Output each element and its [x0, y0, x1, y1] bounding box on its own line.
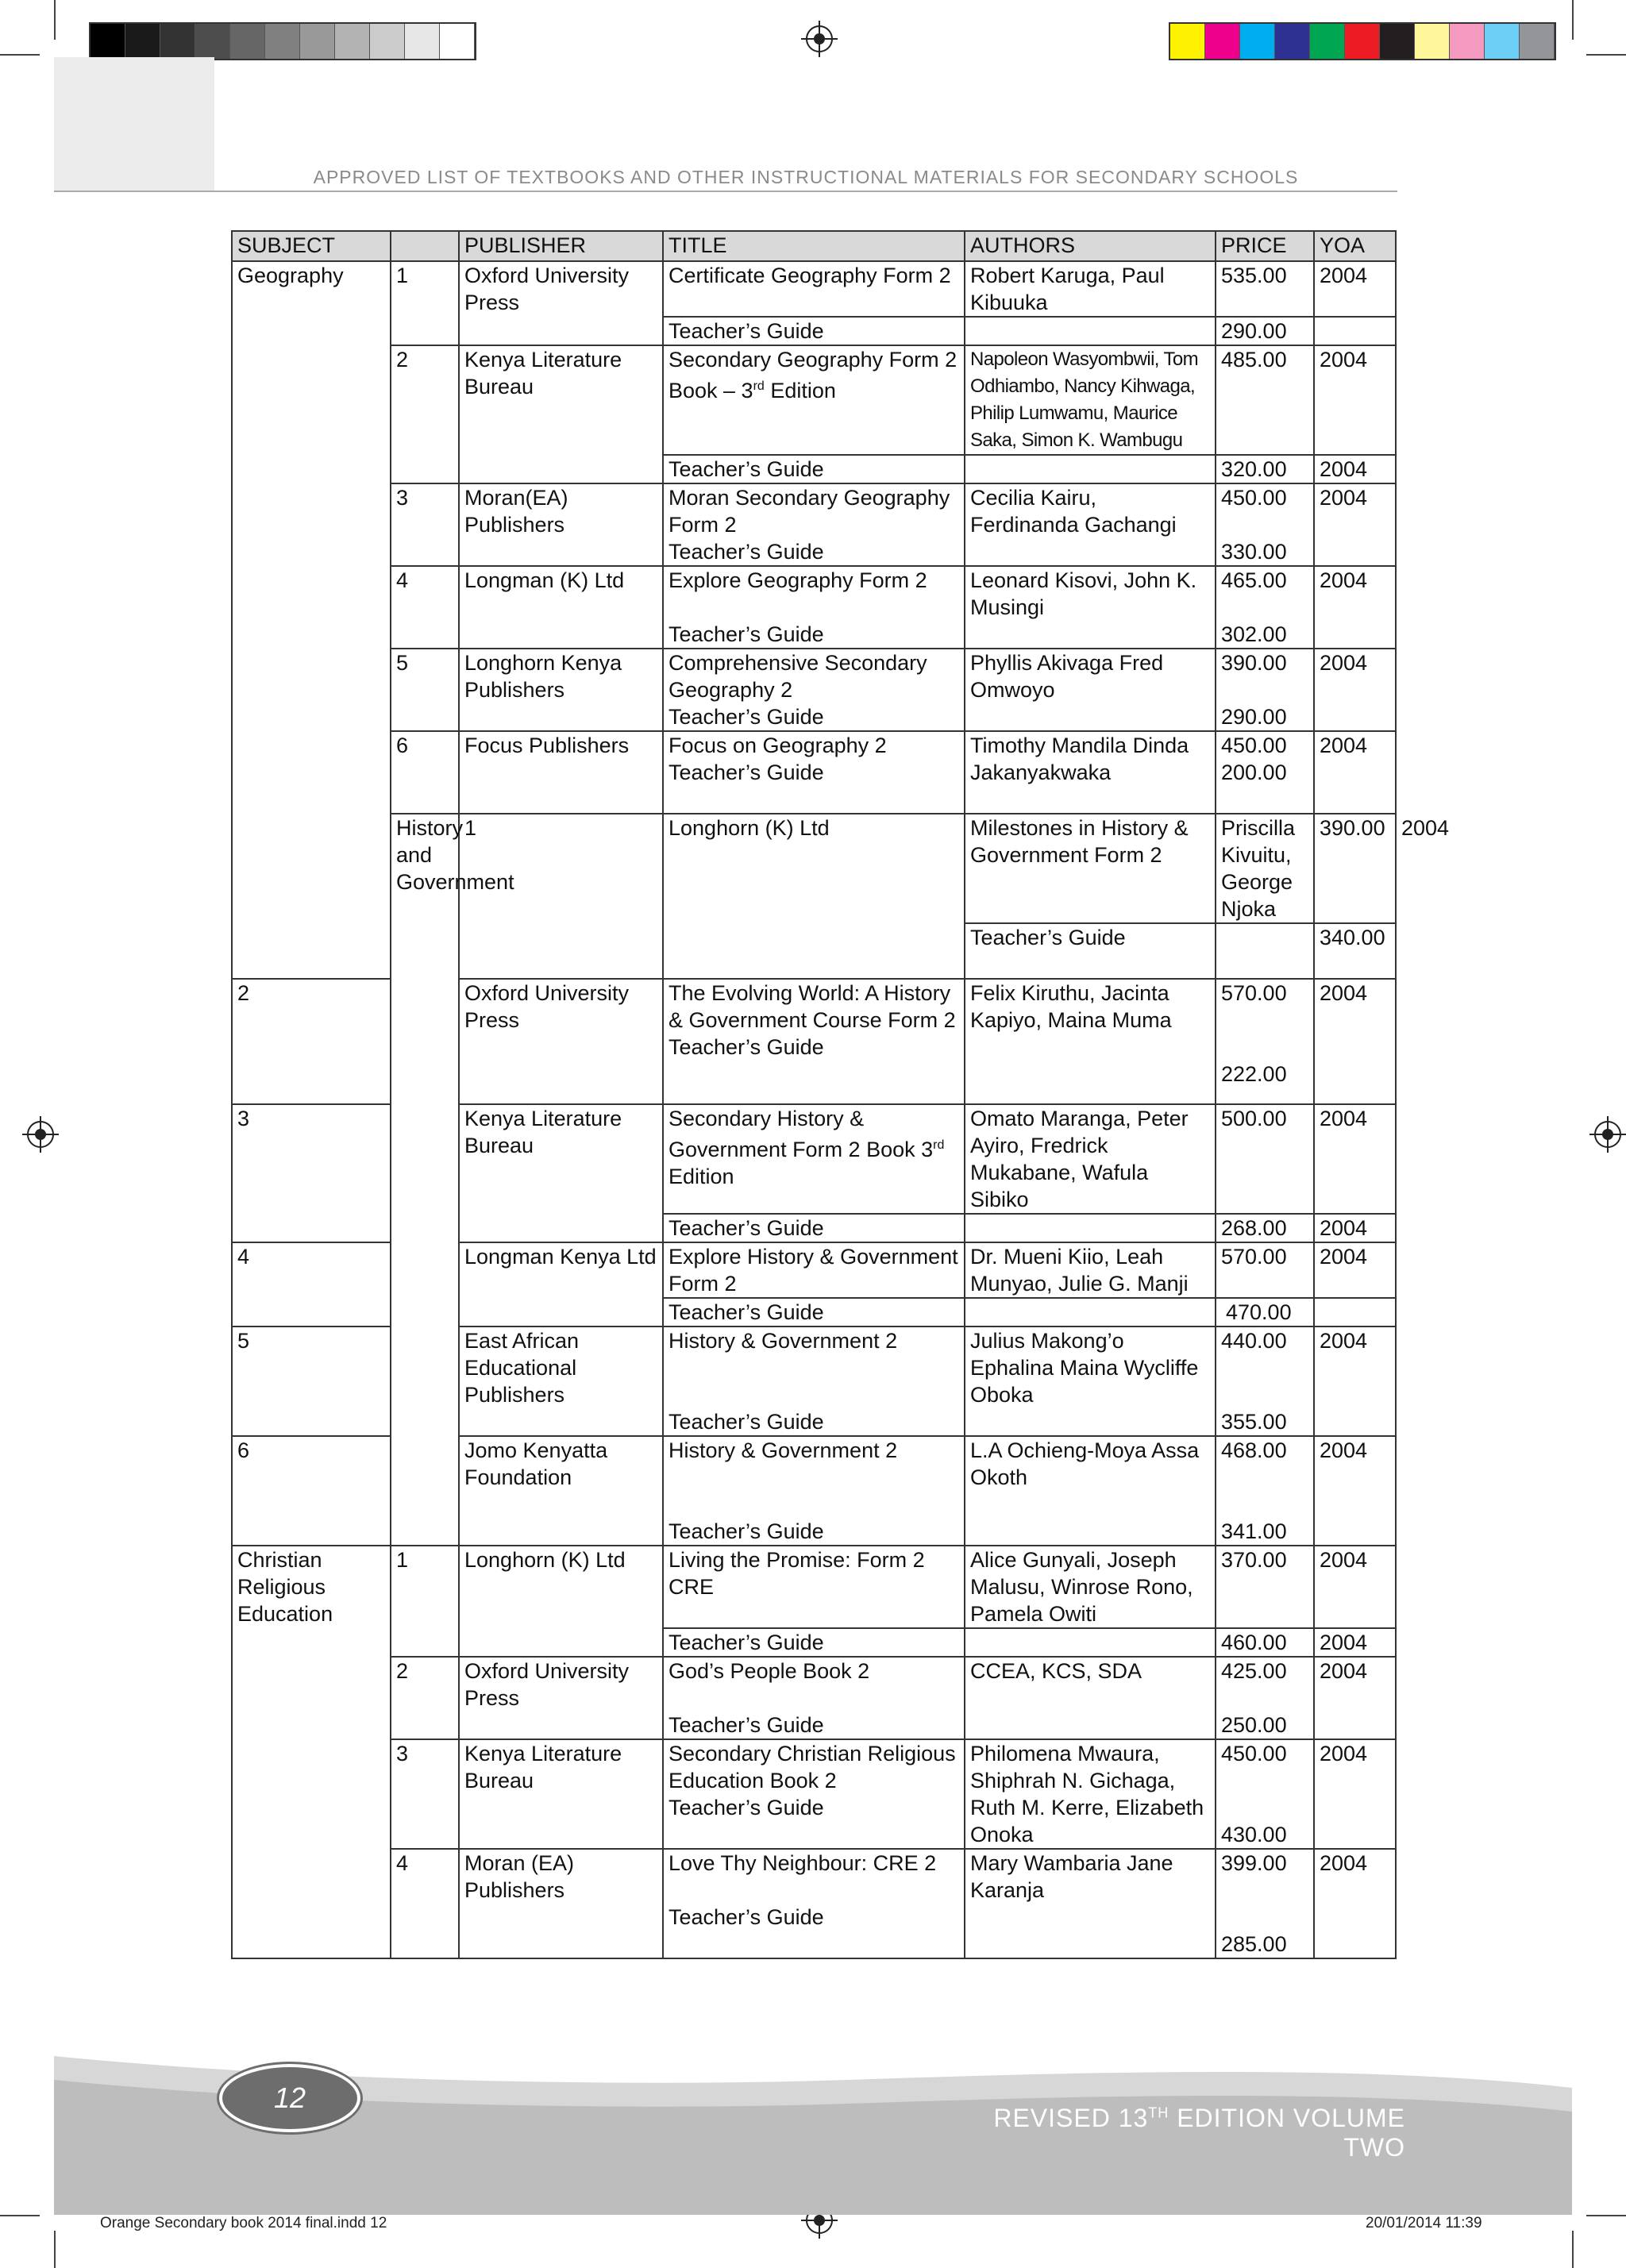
- table-row: History and Government 1 Longhorn (K) Ltd Milestones in History & Government Form 2 Priscilla Kivuitu, George Njoka 390.00 2004: [232, 814, 1396, 923]
- color-calibration-bar: [1169, 22, 1556, 60]
- yoa-cell: [1314, 317, 1396, 345]
- guide-price: 285.00: [1221, 1932, 1287, 1956]
- title-text: History & Government 2: [669, 1329, 898, 1353]
- price-cell: 390.00: [1314, 814, 1396, 923]
- authors-cell: Cecilia Kairu, Ferdinanda Gachangi: [965, 483, 1216, 566]
- calibration-swatch: [1275, 24, 1310, 59]
- guide-price: 222.00: [1221, 1062, 1287, 1086]
- entry-number: 3: [391, 483, 459, 566]
- title-cell: Teacher’s Guide: [663, 1628, 965, 1657]
- title-cell: Teacher’s Guide: [965, 923, 1216, 979]
- calibration-swatch: [230, 24, 265, 59]
- title-cell: [663, 483, 965, 566]
- crop-mark: [54, 0, 56, 40]
- calibration-swatch: [1240, 24, 1275, 59]
- title-cell: Milestones in History & Government Form 2: [965, 814, 1216, 923]
- price-cell: 290.00: [1216, 317, 1314, 345]
- entry-number: 1: [391, 1546, 459, 1657]
- yoa-cell: 2004: [1314, 345, 1396, 455]
- yoa-cell: 2004: [1314, 1104, 1396, 1214]
- yoa-cell: 2004: [1314, 1214, 1396, 1242]
- entry-number: 2: [391, 345, 459, 483]
- guide-title: Teacher’s Guide: [669, 1713, 824, 1737]
- edition-label: [953, 2104, 1405, 2162]
- title-cell: Living the Promise: Form 2 CRE: [663, 1546, 965, 1628]
- title-text: God’s People Book 2: [669, 1659, 870, 1683]
- guide-title: Teacher’s Guide: [669, 622, 824, 646]
- title-cell: Teacher’s Guide: [663, 455, 965, 483]
- calibration-swatch: [405, 24, 440, 59]
- textbook-table: [231, 230, 1450, 1959]
- price-text: 570.00: [1221, 981, 1287, 1005]
- guide-price: 290.00: [1221, 705, 1287, 729]
- guide-price: 302.00: [1221, 622, 1287, 646]
- registration-mark-icon: [806, 25, 833, 52]
- publisher-cell: Kenya Literature Bureau: [459, 1739, 663, 1849]
- guide-title: Teacher’s Guide: [669, 1796, 824, 1819]
- price-cell: [1216, 649, 1314, 731]
- price-text: 450.00: [1221, 486, 1287, 510]
- yoa-cell: 2004: [1314, 455, 1396, 483]
- edition-text: REVISED 13: [993, 2104, 1149, 2132]
- calibration-swatch: [440, 24, 475, 59]
- authors-cell: [965, 1628, 1216, 1657]
- entry-number: 6: [391, 731, 459, 814]
- price-cell: [1216, 1436, 1314, 1546]
- authors-cell: Mary Wambaria Jane Karanja: [965, 1849, 1216, 1958]
- publisher-cell: Kenya Literature Bureau: [459, 1104, 663, 1242]
- price-text: 425.00: [1221, 1659, 1287, 1683]
- authors-cell: [965, 455, 1216, 483]
- authors-cell: Napoleon Wasyombwii, Tom Odhiambo, Nancy Kihwaga, Philip Lumwamu, Maurice Saka, Simon K. Wambugu: [965, 345, 1216, 455]
- guide-title: Teacher’s Guide: [669, 1410, 824, 1434]
- guide-title: Teacher’s Guide: [669, 760, 824, 784]
- authors-cell: Omato Maranga, Peter Ayiro, Fredrick Mukabane, Wafula Sibiko: [965, 1104, 1216, 1214]
- price-cell: [1216, 731, 1314, 814]
- title-cell: [663, 1436, 965, 1546]
- table-row: [232, 1849, 1396, 1958]
- calibration-swatch: [195, 24, 230, 59]
- entry-number: 4: [232, 1242, 391, 1327]
- yoa-cell: 2004: [1314, 979, 1396, 1104]
- price-cell: [1216, 566, 1314, 649]
- subject-cell: Geography: [232, 261, 391, 979]
- authors-cell: [1216, 923, 1314, 979]
- calibration-swatch: [91, 24, 125, 59]
- entry-number: 2: [232, 979, 391, 1104]
- authors-cell: Phyllis Akivaga Fred Omwoyo: [965, 649, 1216, 731]
- title-cell: [663, 979, 965, 1104]
- authors-cell: [965, 317, 1216, 345]
- calibration-swatch: [370, 24, 405, 59]
- guide-price: 430.00: [1221, 1823, 1287, 1846]
- table-row: [232, 1739, 1396, 1849]
- price-text: 390.00: [1221, 651, 1287, 675]
- calibration-swatch: [1450, 24, 1485, 59]
- crop-mark: [54, 2231, 56, 2268]
- calibration-swatch: [1345, 24, 1380, 59]
- page-number-badge: 12: [219, 2064, 360, 2132]
- price-cell: 460.00: [1216, 1628, 1314, 1657]
- title-cell: Teacher’s Guide: [663, 317, 965, 345]
- calibration-swatch: [1170, 24, 1205, 59]
- authors-cell: Philomena Mwaura, Shiphrah N. Gichaga, Ruth M. Kerre, Elizabeth Onoka: [965, 1739, 1216, 1849]
- yoa-cell: [1314, 1298, 1396, 1327]
- slug-filename: Orange Secondary book 2014 final.indd 12: [100, 2215, 387, 2231]
- calibration-swatch: [1310, 24, 1345, 59]
- crop-mark: [1586, 2215, 1626, 2216]
- title-cell: [663, 1104, 965, 1214]
- yoa-cell: 2004: [1314, 649, 1396, 731]
- publisher-cell: Oxford University Press: [459, 979, 663, 1104]
- price-cell: 485.00: [1216, 345, 1314, 455]
- entry-number: 1: [391, 261, 459, 345]
- entry-number: 6: [232, 1436, 391, 1546]
- calibration-swatch: [1205, 24, 1240, 59]
- running-header: APPROVED LIST OF TEXTBOOKS AND OTHER INSTRUCTIONAL MATERIALS FOR SECONDARY SCHOOLS: [313, 167, 1299, 187]
- crop-mark: [0, 54, 40, 56]
- publisher-cell: Jomo Kenyatta Foundation: [459, 1436, 663, 1546]
- crop-mark: [1572, 2231, 1574, 2268]
- crop-mark: [0, 2215, 40, 2216]
- publisher-cell: Kenya Literature Bureau: [459, 345, 663, 483]
- yoa-cell: 2004: [1314, 261, 1396, 317]
- publisher-cell: East African Educational Publishers: [459, 1327, 663, 1436]
- title-text: Moran Secondary Geography Form 2: [669, 486, 950, 537]
- guide-price: 330.00: [1221, 540, 1287, 564]
- authors-cell: [965, 1214, 1216, 1242]
- price-cell: 535.00: [1216, 261, 1314, 317]
- publisher-cell: Longman Kenya Ltd: [459, 1242, 663, 1327]
- title-text: The Evolving World: A History & Government Course Form 2: [669, 981, 956, 1032]
- price-cell: 470.00: [1216, 1298, 1314, 1327]
- authors-cell: Dr. Mueni Kiio, Leah Munyao, Julie G. Manji: [965, 1242, 1216, 1298]
- price-cell: [1216, 1739, 1314, 1849]
- edition-text: EDITION VOLUME TWO: [1169, 2104, 1405, 2162]
- entry-number: 3: [391, 1739, 459, 1849]
- title-text: Comprehensive Secondary Geography 2: [669, 651, 927, 702]
- ordinal-suffix: rd: [753, 379, 765, 393]
- price-cell: [1216, 1327, 1314, 1436]
- price-text: 468.00: [1221, 1438, 1287, 1462]
- yoa-cell: 2004: [1314, 1657, 1396, 1739]
- grey-calibration-bar: [89, 22, 476, 60]
- guide-price: 341.00: [1221, 1519, 1287, 1543]
- publisher-cell: Focus Publishers: [459, 731, 663, 814]
- subject-cell: Christian Religious Education: [232, 1546, 391, 1958]
- price-cell: [1216, 979, 1314, 1104]
- publisher-cell: Longman (K) Ltd: [459, 566, 663, 649]
- title-cell: [663, 566, 965, 649]
- price-cell: 500.00: [1216, 1104, 1314, 1214]
- entry-number: 4: [391, 1849, 459, 1958]
- price-cell: 268.00: [1216, 1214, 1314, 1242]
- title-cell: Teacher’s Guide: [663, 1298, 965, 1327]
- title-text: Explore Geography Form 2: [669, 568, 927, 592]
- entry-number: 4: [391, 566, 459, 649]
- authors-cell: CCEA, KCS, SDA: [965, 1657, 1216, 1739]
- authors-cell: Julius Makong’o Ephalina Maina Wycliffe Oboka: [965, 1327, 1216, 1436]
- guide-price: 355.00: [1221, 1410, 1287, 1434]
- calibration-swatch: [1520, 24, 1555, 59]
- publisher-cell: Oxford University Press: [459, 261, 663, 345]
- yoa-cell: 2004: [1314, 1242, 1396, 1298]
- price-cell: [1216, 1849, 1314, 1958]
- title-text: Focus on Geography 2: [669, 734, 887, 757]
- yoa-cell: 2004: [1314, 1436, 1396, 1546]
- guide-title: Teacher’s Guide: [669, 1035, 824, 1059]
- yoa-cell: 2004: [1314, 1628, 1396, 1657]
- price-text: 450.00: [1221, 1742, 1287, 1765]
- entry-number: 2: [391, 1657, 459, 1739]
- title-cell: Teacher’s Guide: [663, 1214, 965, 1242]
- page-corner-tab: [54, 57, 214, 191]
- publisher-cell: Longhorn (K) Ltd: [459, 1546, 663, 1657]
- calibration-swatch: [335, 24, 370, 59]
- table-header-row: [232, 231, 1396, 261]
- yoa-cell: 2004: [1314, 1546, 1396, 1628]
- title-text: Secondary Geography Form 2 Book – 3: [669, 348, 957, 402]
- price-text: 465.00: [1221, 568, 1287, 592]
- entry-number: 3: [232, 1104, 391, 1242]
- title-cell: [663, 1849, 965, 1958]
- title-cell: [663, 1657, 965, 1739]
- title-cell: [663, 731, 965, 814]
- subject-cell: History and Government: [391, 814, 459, 1546]
- price-cell: [1216, 1657, 1314, 1739]
- crop-mark: [1572, 0, 1574, 40]
- table-row: [232, 1657, 1396, 1739]
- title-cell: [663, 345, 965, 455]
- table-row: [232, 1546, 1396, 1628]
- yoa-cell: 2004: [1314, 1327, 1396, 1436]
- entry-number: 5: [391, 649, 459, 731]
- title-cell: Explore History & Government Form 2: [663, 1242, 965, 1298]
- column-header-subject: SUBJECT: [232, 231, 391, 261]
- price-cell: [1216, 483, 1314, 566]
- price-cell: 370.00: [1216, 1546, 1314, 1628]
- yoa-cell: 2004: [1314, 566, 1396, 649]
- table-row: [232, 261, 1396, 317]
- authors-cell: Timothy Mandila Dinda Jakanyakwaka: [965, 731, 1216, 814]
- title-cell: Certificate Geography Form 2: [663, 261, 965, 317]
- title-text: Secondary Christian Religious Education Book 2: [669, 1742, 956, 1792]
- authors-cell: L.A Ochieng-Moya Assa Okoth: [965, 1436, 1216, 1546]
- authors-cell: Robert Karuga, Paul Kibuuka: [965, 261, 1216, 317]
- yoa-cell: 2004: [1314, 1739, 1396, 1849]
- table-row: [232, 731, 1396, 814]
- guide-title: Teacher’s Guide: [669, 1905, 824, 1929]
- table-row: [232, 483, 1396, 566]
- authors-cell: Priscilla Kivuitu, George Njoka: [1216, 814, 1314, 923]
- publisher-cell: Moran(EA) Publishers: [459, 483, 663, 566]
- title-text: History & Government 2: [669, 1438, 898, 1462]
- column-header-title: TITLE: [663, 231, 965, 261]
- table-row: [232, 566, 1396, 649]
- price-cell: 320.00: [1216, 455, 1314, 483]
- title-text: Secondary History & Government Form 2 Book 3: [669, 1107, 934, 1161]
- yoa-cell: 2004: [1314, 731, 1396, 814]
- publisher-cell: Longhorn Kenya Publishers: [459, 649, 663, 731]
- title-text: Edition: [764, 379, 836, 402]
- registration-mark-icon: [27, 1121, 54, 1148]
- calibration-swatch: [125, 24, 160, 59]
- authors-cell: [965, 1298, 1216, 1327]
- ordinal-suffix: rd: [933, 1138, 945, 1152]
- table-row: [232, 345, 1396, 455]
- yoa-cell: 2004: [1314, 1849, 1396, 1958]
- entry-number: 1: [459, 814, 663, 979]
- price-cell: 340.00: [1314, 923, 1396, 979]
- calibration-swatch: [265, 24, 300, 59]
- price-text: 450.00: [1221, 734, 1287, 757]
- calibration-swatch: [1380, 24, 1415, 59]
- guide-price: 250.00: [1221, 1713, 1287, 1737]
- table-row: [232, 649, 1396, 731]
- price-text: 399.00: [1221, 1851, 1287, 1875]
- calibration-swatch: [1415, 24, 1450, 59]
- price-text: 440.00: [1221, 1329, 1287, 1353]
- authors-cell: Leonard Kisovi, John K. Musingi: [965, 566, 1216, 649]
- title-cell: [663, 1327, 965, 1436]
- column-header-price: PRICE: [1216, 231, 1314, 261]
- calibration-swatch: [160, 24, 195, 59]
- guide-title: Teacher’s Guide: [669, 540, 824, 564]
- crop-mark: [1586, 54, 1626, 56]
- title-text: Love Thy Neighbour: CRE 2: [669, 1851, 937, 1875]
- authors-cell: Alice Gunyali, Joseph Malusu, Winrose Rono, Pamela Owiti: [965, 1546, 1216, 1628]
- column-header-number: [391, 231, 459, 261]
- header-rule: [54, 191, 1397, 192]
- guide-title: Teacher’s Guide: [669, 1519, 824, 1543]
- publisher-cell: Oxford University Press: [459, 1657, 663, 1739]
- title-text: Edition: [669, 1165, 734, 1188]
- publisher-cell: Longhorn (K) Ltd: [663, 814, 965, 979]
- title-cell: [663, 649, 965, 731]
- yoa-cell: 2004: [1314, 483, 1396, 566]
- registration-mark-icon: [1594, 1121, 1621, 1148]
- entry-number: 5: [232, 1327, 391, 1436]
- edition-suffix: TH: [1148, 2104, 1169, 2121]
- column-header-publisher: PUBLISHER: [459, 231, 663, 261]
- column-header-authors: AUTHORS: [965, 231, 1216, 261]
- guide-title: Teacher’s Guide: [669, 705, 824, 729]
- guide-price: 200.00: [1221, 760, 1287, 784]
- slug-timestamp: 20/01/2014 11:39: [1366, 2215, 1482, 2231]
- calibration-swatch: [1485, 24, 1520, 59]
- price-cell: 570.00: [1216, 1242, 1314, 1298]
- authors-cell: Felix Kiruthu, Jacinta Kapiyo, Maina Muma: [965, 979, 1216, 1104]
- title-cell: [663, 1739, 965, 1849]
- calibration-swatch: [300, 24, 335, 59]
- publisher-cell: Moran (EA) Publishers: [459, 1849, 663, 1958]
- column-header-yoa: YOA: [1314, 231, 1396, 261]
